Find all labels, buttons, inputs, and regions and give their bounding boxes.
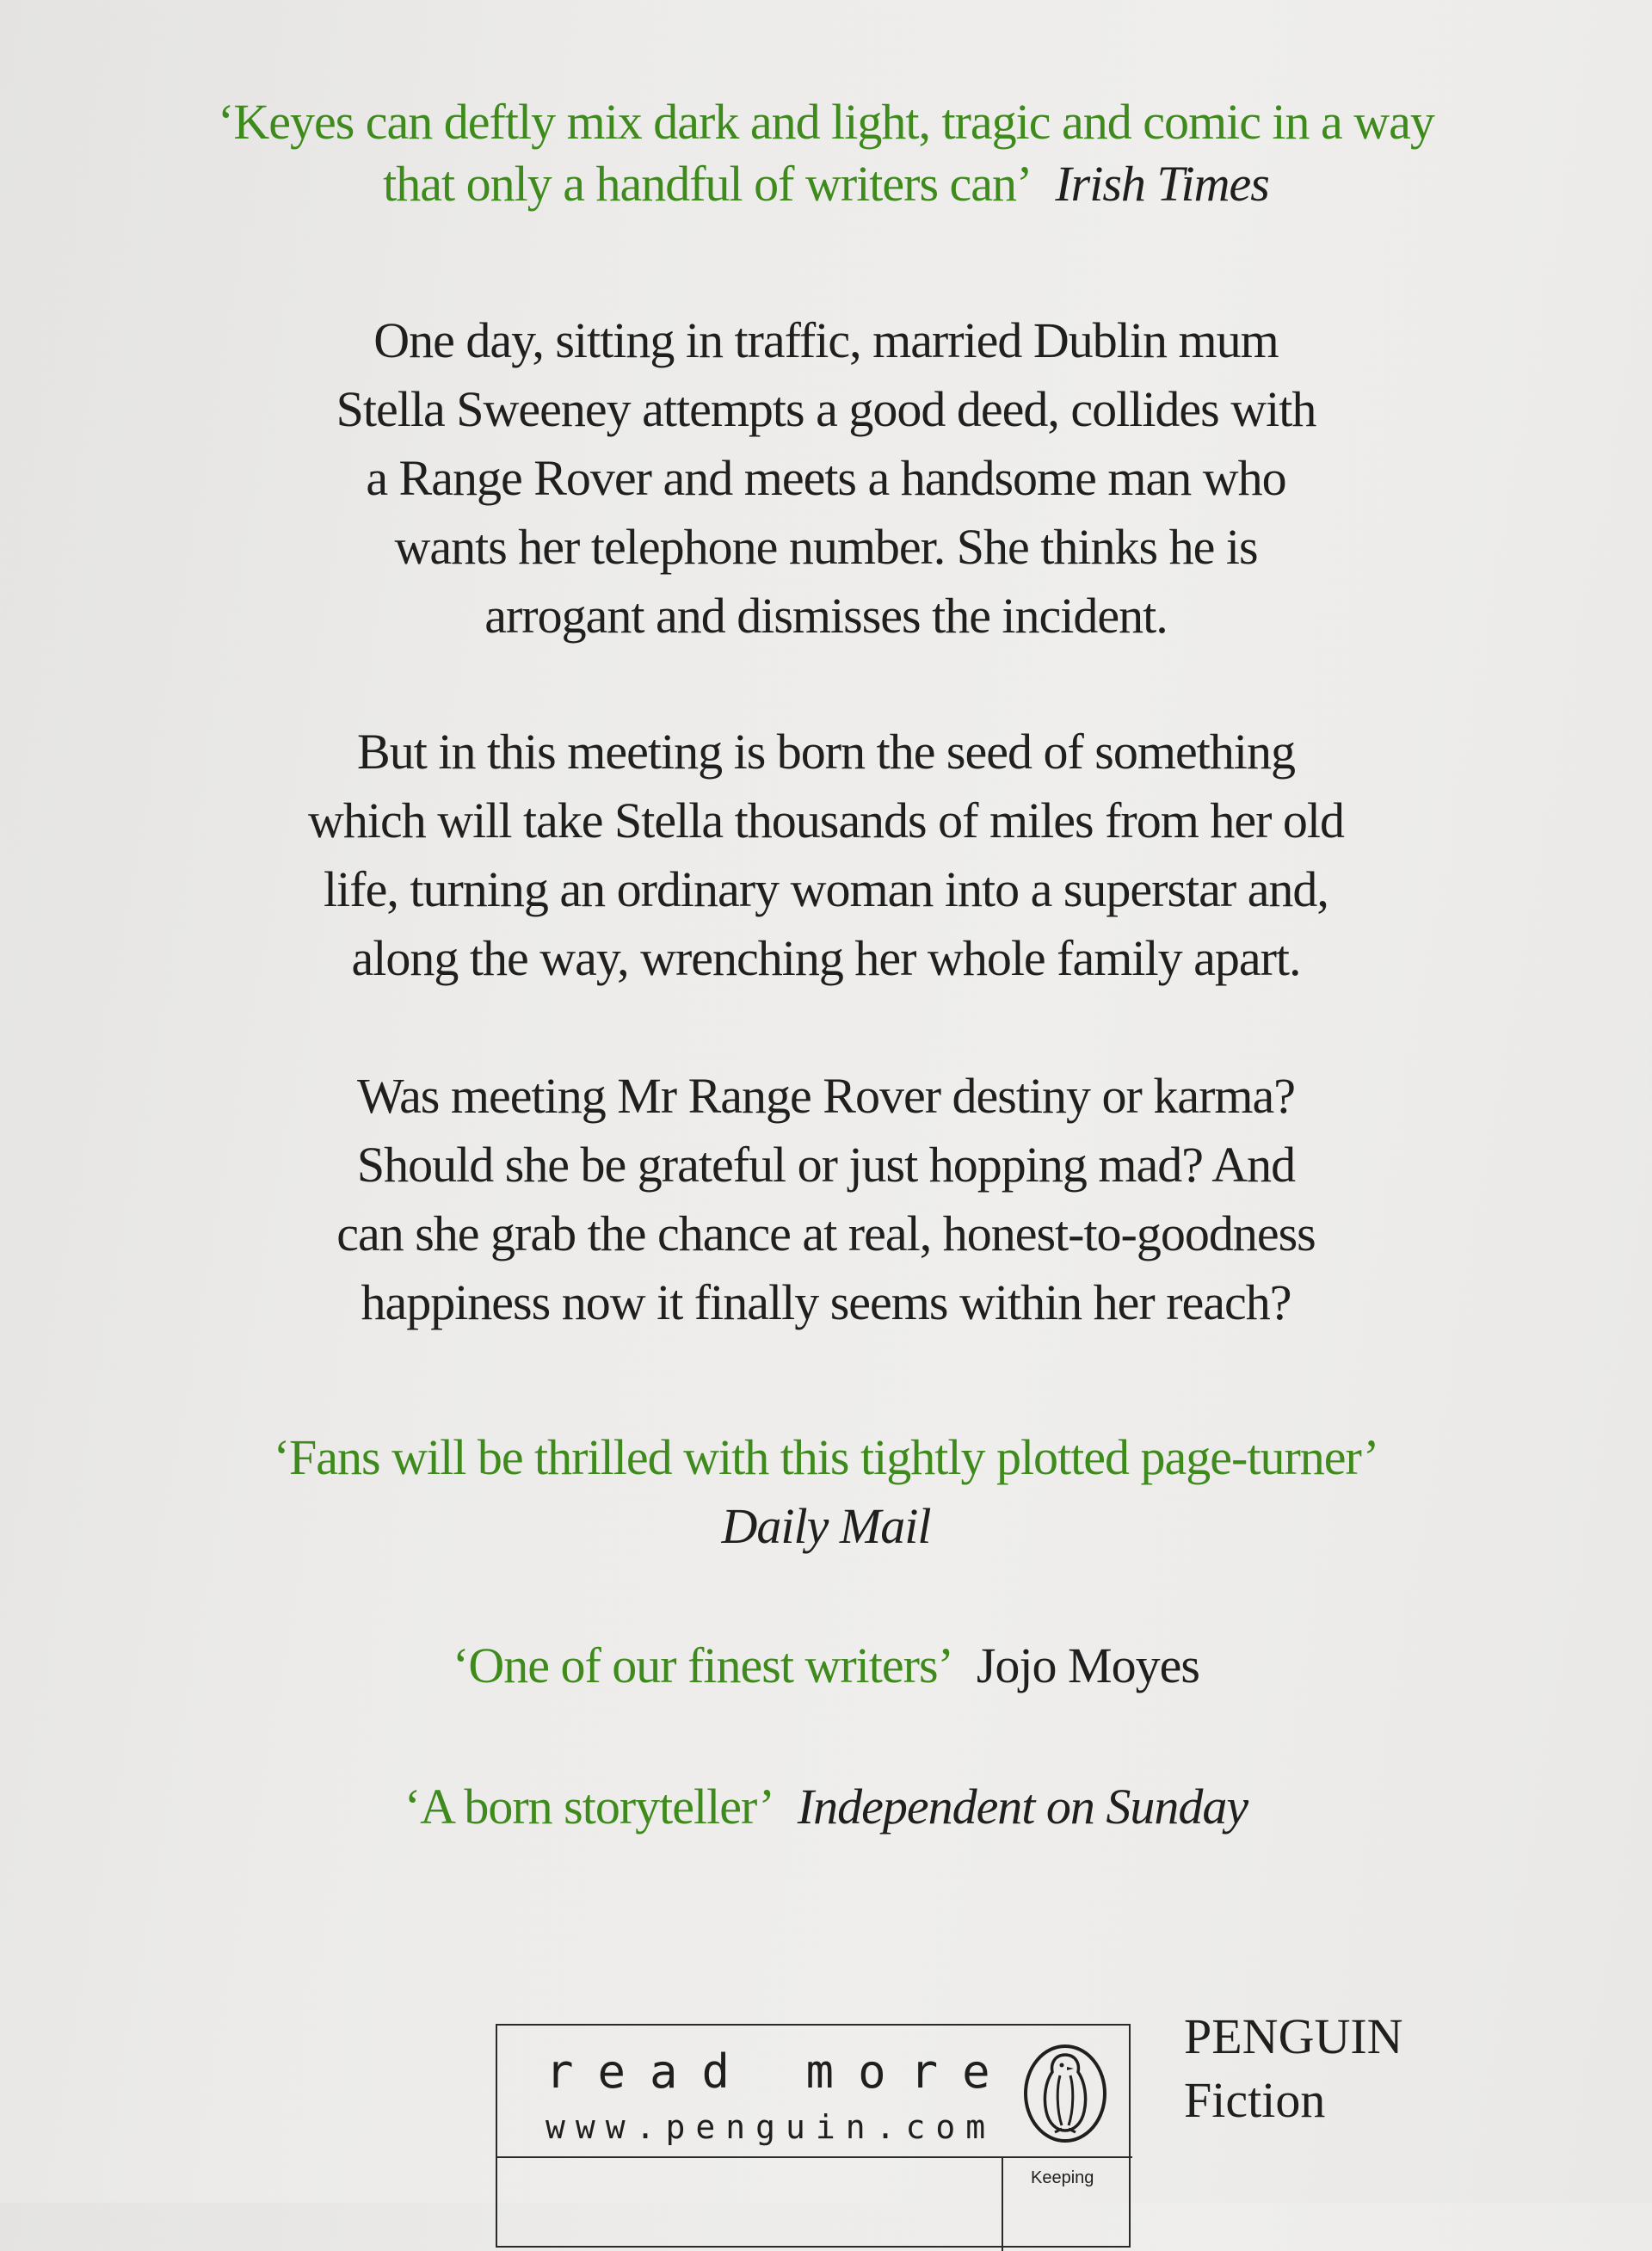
blurb-line: along the way, wrenching her whole family apart. (351, 930, 1301, 986)
quote-irish-times (0, 91, 1652, 215)
publisher-name: PENGUIN (1184, 2008, 1403, 2064)
blurb-line: can she grab the chance at real, honest-to-goodness (336, 1206, 1316, 1261)
blurb-paragraph-2 (0, 718, 1652, 993)
quote-attribution: Independent on Sunday (797, 1779, 1248, 1835)
blurb-line: Stella Sweeney attempts a good deed, collides with (336, 381, 1316, 437)
quote-text: ‘Fans will be thrilled with this tightly plotted page-turner’ (273, 1429, 1379, 1485)
quote-line (0, 153, 1652, 215)
quote-attribution: Daily Mail (721, 1498, 931, 1554)
blurb-line: Was meeting Mr Range Rover destiny or karma? (356, 1068, 1296, 1124)
blurb-line: life, turning an ordinary woman into a superstar and, (324, 861, 1328, 917)
publisher-imprint (1184, 2005, 1403, 2132)
blurb-paragraph-3 (0, 1062, 1652, 1337)
quote-text: that only a handful of writers can’ (383, 156, 1032, 212)
quote-independent (0, 1776, 1652, 1838)
quote-text: ‘A born storyteller’ (404, 1779, 774, 1835)
blurb-line: wants her telephone number. She thinks he is (394, 519, 1258, 575)
imprint-category: Fiction (1184, 2072, 1326, 2128)
quote-attribution: Jojo Moyes (976, 1637, 1199, 1693)
quote-jojo-moyes (0, 1635, 1652, 1697)
blurb-line: Should she be grateful or just hopping mad? And (356, 1137, 1296, 1193)
blurb-line: One day, sitting in traffic, married Dublin mum (373, 312, 1279, 368)
quote-text: ‘One of our finest writers’ (453, 1637, 953, 1693)
quote-line: ‘Keyes can deftly mix dark and light, tragic and comic in a way (218, 94, 1434, 150)
blurb-line: which will take Stella thousands of miles from her old (307, 792, 1345, 848)
keeping-label: Keeping (1031, 2168, 1094, 2187)
blurb-line: arrogant and dismisses the incident. (484, 588, 1168, 644)
blurb-line: But in this meeting is born the seed of something (357, 724, 1295, 780)
read-more-box (496, 2024, 1131, 2248)
quote-line (0, 1635, 1652, 1697)
blurb-line: happiness now it finally seems within her reach? (361, 1274, 1291, 1330)
quote-daily-mail (0, 1423, 1652, 1561)
quote-attribution: Irish Times (1055, 156, 1269, 212)
website-url: www.penguin.com (546, 2108, 996, 2146)
quote-line (0, 1776, 1652, 1838)
footer-divider (497, 2156, 1132, 2158)
read-more-label: read more (546, 2044, 1014, 2099)
blurb-paragraph-1 (0, 306, 1652, 651)
blurb-line: a Range Rover and meets a handsome man who (366, 450, 1286, 506)
penguin-logo-icon (1022, 2043, 1108, 2144)
footer-vertical-divider (1002, 2156, 1003, 2251)
